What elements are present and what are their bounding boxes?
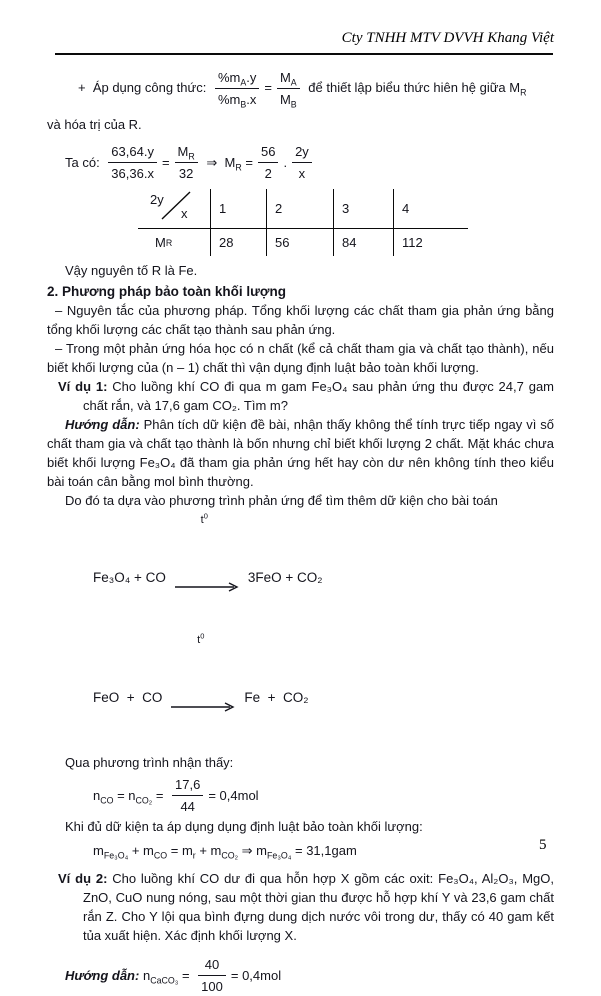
page-number: 5: [539, 837, 547, 853]
reaction-arrow: [174, 511, 240, 630]
guide-text: Phân tích dữ kiện đề bài, nhận thấy không thể tính trực tiếp ngay vì số chất tham gia và chất tạo thành là bốn nhưng chỉ biết khối lượng 2 chất. Mặt khác chưa biết khối lượng Fe₃O₄ đã tham gia phản ứng hết hay còn dư nên không tính theo kiểu bài toán cân bằng mol bình thường.: [47, 417, 554, 489]
right-arrow-icon: [170, 702, 236, 712]
rule-paragraph: – Trong một phản ứng hóa học có n chất (kể cả chất tham gia và chất tạo thành), nếu biết khối lượng của (n – 1) chất thì vận dụng định luật bảo toàn khối lượng.: [47, 341, 554, 375]
guide-label: Hướng dẫn:: [65, 417, 140, 432]
products: Fe + CO₂: [244, 690, 309, 705]
table-col-header: 1: [211, 189, 267, 228]
formula-mass-ratio: [47, 68, 554, 109]
reaction-arrow: [170, 631, 236, 750]
table-row-label: M R: [138, 229, 211, 256]
example-1-text: Cho luồng khí CO đi qua m gam Fe₃O₄ sau phản ứng thu được 24,7 gam chất rắn, và 17,6 gam CO₂. Tìm m?: [83, 379, 555, 413]
example-2-guide-formula: [65, 955, 554, 996]
fraction-percent-mass: $\frac{\%m_A.y}{\%m_B.x}$: [215, 68, 259, 109]
reactants: FeO + CO: [93, 690, 163, 705]
implies-mr: ⇒ $M_R$ =: [202, 155, 253, 173]
valence-table: [138, 189, 468, 256]
table-col-header: 3: [334, 189, 394, 228]
table-value: 56: [267, 229, 334, 256]
mole-formula: [93, 775, 554, 816]
example-1-label: Ví dụ 1:: [58, 379, 108, 394]
mole-lhs: $n_{CO} = n_{CO_2}$ =: [93, 788, 168, 806]
table-value: 84: [334, 229, 394, 256]
arrow-condition-label: $t^0$: [200, 511, 208, 526]
example-2: [47, 869, 554, 945]
formula-ta-co: [65, 142, 554, 183]
equals-sign: =: [161, 155, 170, 170]
arrow-condition-label: $t^0$: [197, 631, 205, 646]
reasoning-line: Do đó ta dựa vào phương trình phản ứng để tìm thêm dữ kiện cho bài toán: [65, 493, 498, 508]
example-2-text: Cho luồng khí CO dư đi qua hỗn hợp X gồm các oxit: Fe₃O₄, Al₂O₃, MgO, ZnO, CuO nung nóng, sau một thời gian thu được hỗ hợp khí Y và 23,6 gam chất rắn Z. Cho Y lội qua bình đựng dung dịch nước vôi trong dư, thấy có 40 gam kết tủa xuất hiện. Xác định khối lượng X.: [83, 871, 554, 943]
table-col-header: 4: [402, 201, 410, 216]
products: 3FeO + CO₂: [247, 570, 323, 585]
mass-conservation-formula: $m_{Fe_3O_4} + m_{CO} = m_r + m_{CO_2}$ ⇒ $m_{Fe_3O_4} = 31,1gam$: [93, 843, 357, 861]
fraction-17-6-44: $\frac{17,6}{44}$: [172, 775, 203, 816]
principle-paragraph: – Nguyên tắc của phương pháp. Tổng khối lượng các chất tham gia phản ứng bằng tổng khối lượng các chất tạo thành sau phản ứng.: [47, 303, 554, 337]
table-col-header: 2: [267, 189, 334, 228]
mole-rhs: = 0,4mol: [208, 788, 259, 803]
taco-prefix: Ta có:: [65, 155, 104, 170]
multiply-dot: .: [283, 155, 288, 170]
right-arrow-icon: [174, 582, 240, 592]
table-corner-cell: [138, 189, 211, 228]
caco3-lhs: $n_{CaCO_3}$ =: [139, 968, 194, 986]
fraction-56-2: $\frac{56}{2}$: [258, 142, 278, 183]
fraction-2y-x: $\frac{2y}{x}$: [292, 142, 312, 183]
guide-label: Hướng dẫn:: [65, 968, 140, 983]
table-value: 28: [211, 229, 267, 256]
fraction-63-64: $\frac{63,64.y}{36,36.x}$: [108, 142, 157, 183]
reaction-equation-2: [93, 631, 554, 750]
apply-law-line: Khi đủ dữ kiện ta áp dụng dụng định luật bảo toàn khối lượng:: [65, 819, 423, 834]
table-header-row: [138, 189, 468, 228]
section-heading: 2. Phương pháp bảo toàn khối lượng: [47, 284, 286, 299]
reaction-equation-1: [93, 511, 554, 630]
corner-top-label: 2y: [150, 192, 164, 207]
example-1: [47, 377, 554, 415]
fraction-molar-mass: $\frac{M_A}{M_B}$: [277, 68, 300, 109]
formula-suffix: để thiết lập biểu thức hiên hệ giữa $M_R$: [304, 79, 527, 98]
fraction-mr-32: $\frac{M_R}{32}$: [175, 142, 198, 183]
reactants: Fe₃O₄ + CO: [93, 570, 166, 585]
corner-bottom-label: x: [181, 206, 188, 221]
formula-prefix: + Áp dụng công thức:: [78, 79, 210, 95]
example-2-label: Ví dụ 2:: [58, 871, 108, 886]
example-1-guide: [47, 415, 554, 491]
page-header-company: Cty TNHH MTV DVVH Khang Việt: [341, 30, 554, 46]
conclusion-line: Vậy nguyên tố R là Fe.: [65, 263, 198, 278]
table-value: 112: [402, 235, 423, 250]
fraction-40-100: $\frac{40}{100}$: [198, 955, 226, 996]
caco3-rhs: = 0,4mol: [230, 968, 282, 983]
equals-sign: =: [264, 79, 272, 95]
table-value-row: [138, 228, 468, 256]
formula-continuation: và hóa trị của R.: [47, 117, 142, 132]
observation-line: Qua phương trình nhận thấy:: [65, 755, 234, 770]
header-rule: [55, 53, 553, 55]
